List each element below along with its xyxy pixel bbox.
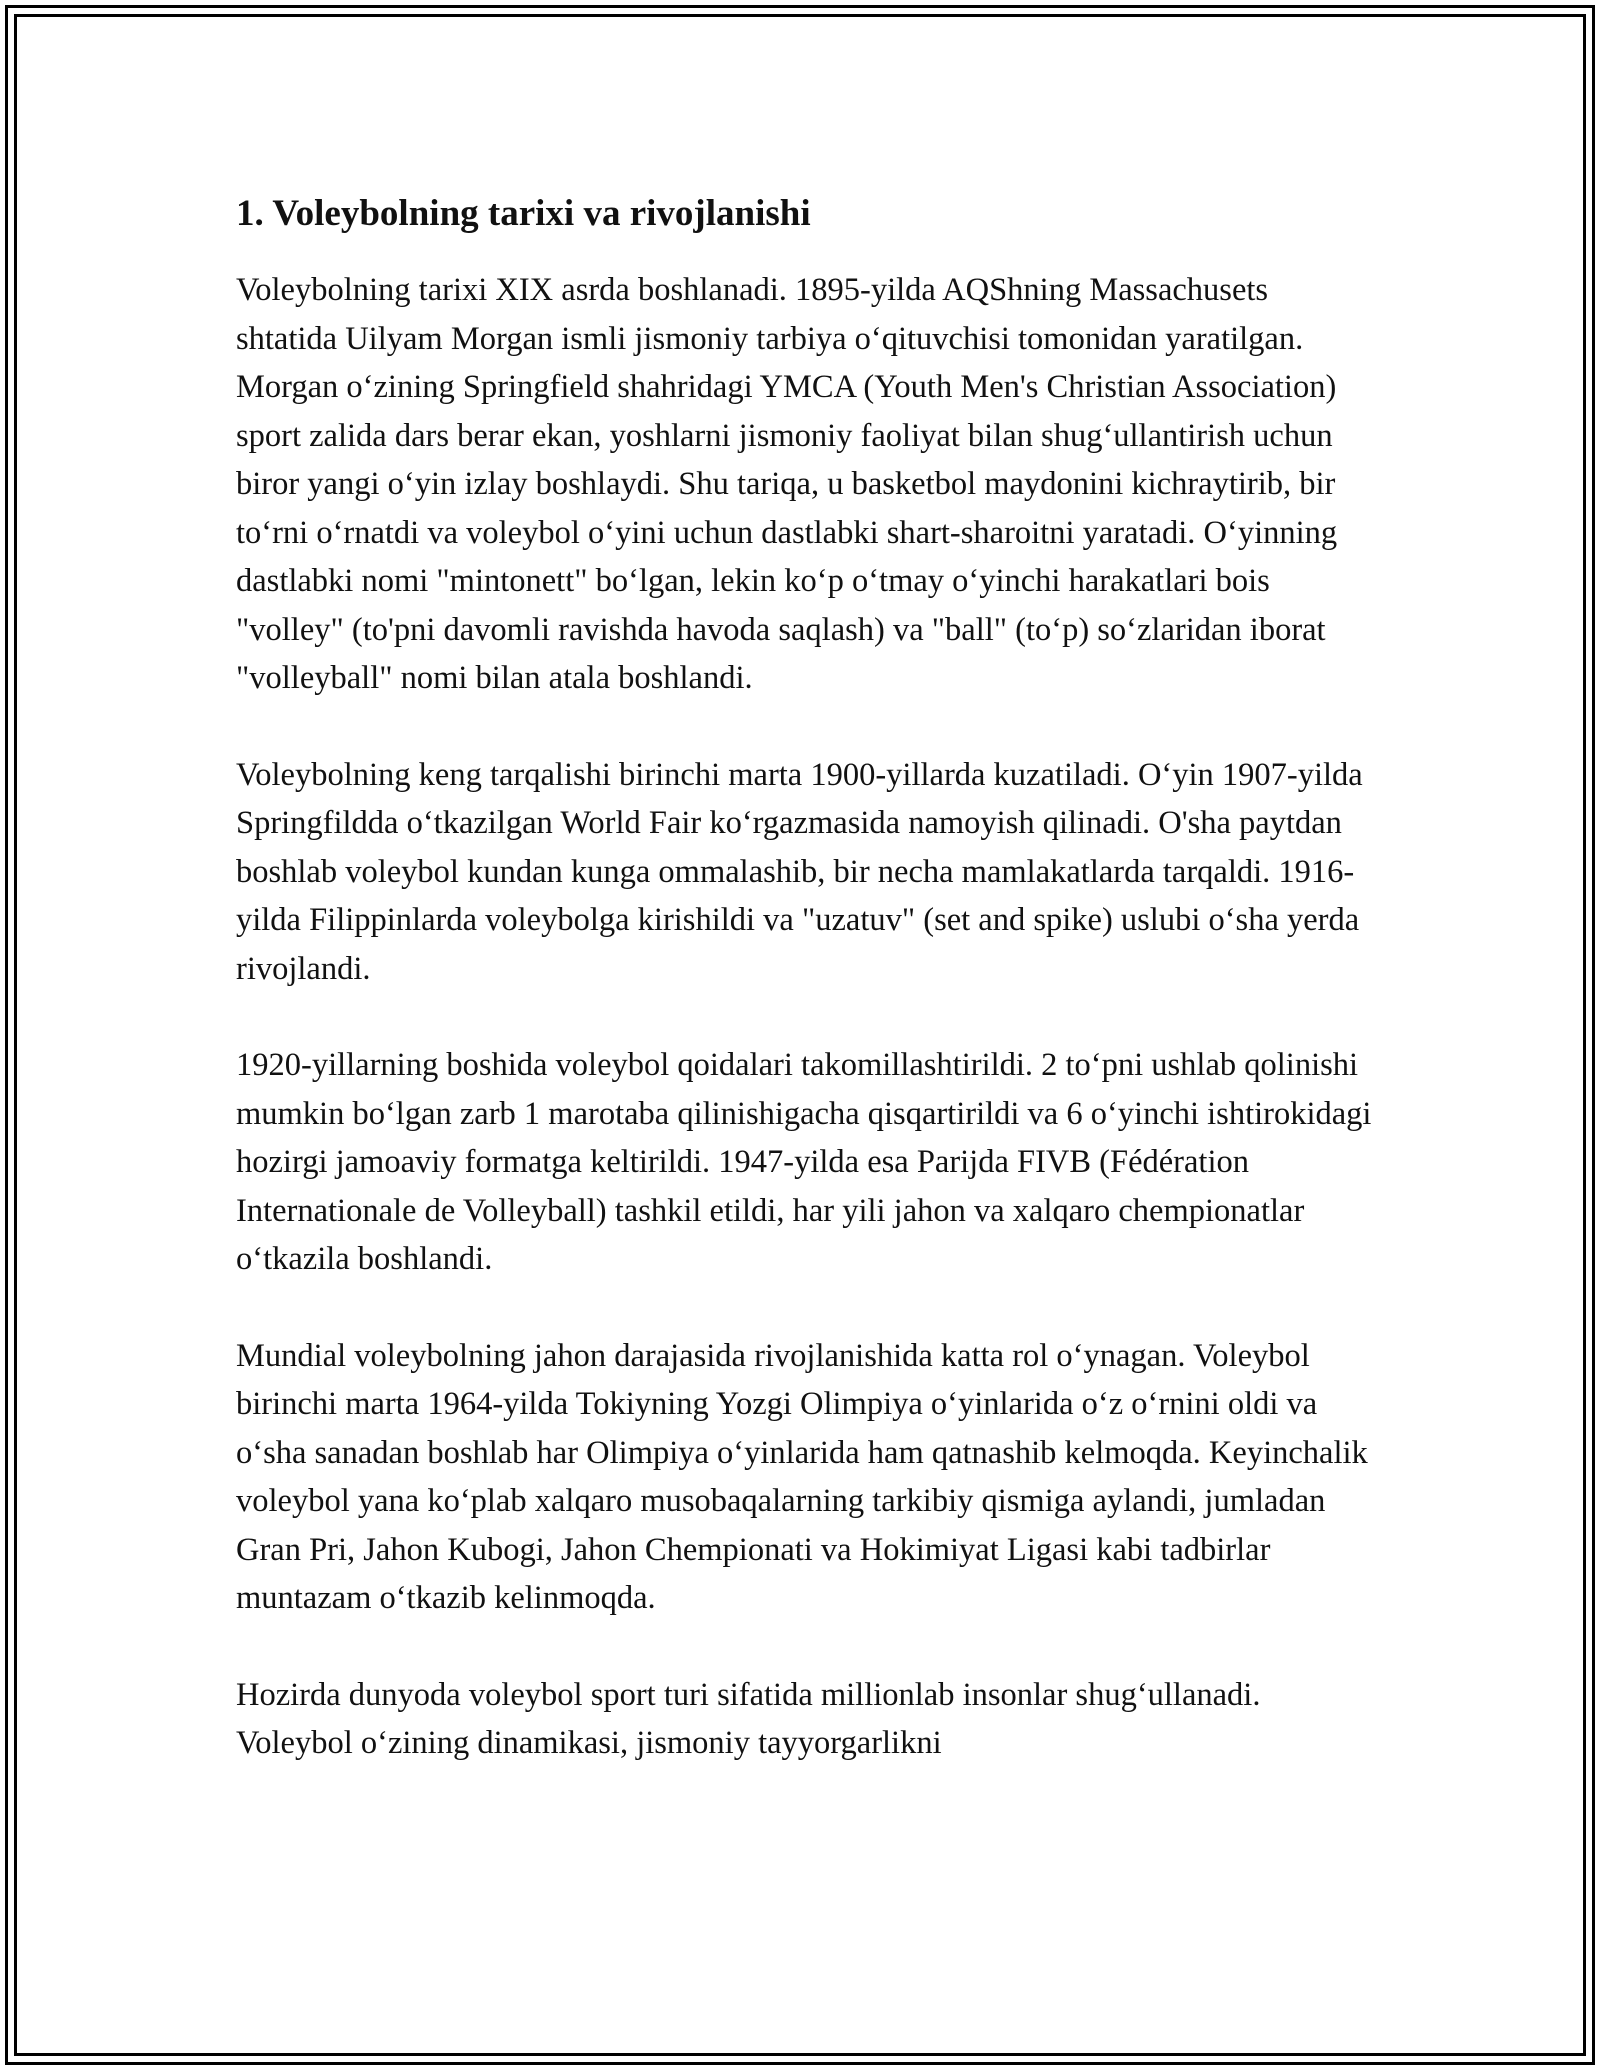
section-heading: 1. Voleybolning tarixi va rivojlanishi bbox=[236, 193, 811, 234]
paragraph-spread: Voleybolning keng tarqalishi birinchi marta 1900-yillarda kuzatiladi. O‘yin 1907-yilda Springfildda o‘tkazilgan World Fair ko‘rgazmasida namoyish qilinadi. O'sha paytdan boshlab voleybol kundan kunga ommalashib, bir necha mamlakatlarda tarqaldi. 1916-yilda Filippinlarda voleybolga kirishildi va "uzatuv" (set and spike) uslubi o‘sha yerda rivojlandi. bbox=[236, 756, 1363, 987]
document-body bbox=[236, 188, 1376, 1816]
paragraph-history-origin: Voleybolning tarixi XIX asrda boshlanadi. 1895-yilda AQShning Massachusets shtatida Uilyam Morgan ismli jismoniy tarbiya o‘qituvchisi tomonidan yaratilgan. Morgan o‘zining Springfield shahridagi YMCA (Youth Men's Christian Association) sport zalida dars berar ekan, yoshlarni jismoniy faoliyat bilan shug‘ullantirish uchun biror yangi o‘yin izlay boshlaydi. Shu tariqa, u basketbol maydonini kichraytirib, bir to‘rni o‘rnatdi va voleybol o‘yini uchun dastlabki shart-sharoitni yaratadi. O‘yinning dastlabki nomi "mintonett" bo‘lgan, lekin ko‘p o‘tmay o‘yinchi harakatlari bois "volley" (to'pni davomli ravishda havoda saqlash) va "ball" (to‘p) so‘zlaridan iborat "volleyball" nomi bilan atala boshlandi. bbox=[236, 272, 1338, 696]
paragraph-olympics: Mundial voleybolning jahon darajasida rivojlanishida katta rol o‘ynagan. Voleybol birinchi marta 1964-yilda Tokiyning Yozgi Olimpiya o‘yinlarida o‘z o‘rnini oldi va o‘sha sanadan boshlab har Olimpiya o‘yinlarida ham qatnashib kelmoqda. Keyinchalik voleybol yana ko‘plab xalqaro musobaqalarning tarkibiy qismiga aylandi, jumladan Gran Pri, Jahon Kubogi, Jahon Chempionati va Hokimiyat Ligasi kabi tadbirlar muntazam o‘tkazib kelinmoqda. bbox=[236, 1337, 1368, 1616]
paragraph-rules: 1920-yillarning boshida voleybol qoidalari takomillashtirildi. 2 to‘pni ushlab qolinishi mumkin bo‘lgan zarb 1 marotaba qilinishigacha qisqartirildi va 6 o‘yinchi ishtirokidagi hozirgi jamoaviy formatga keltirildi. 1947-yilda esa Parijda FIVB (Fédération Internationale de Volleyball) tashkil etildi, har yili jahon va xalqaro chempionatlar o‘tkazila boshlandi. bbox=[236, 1047, 1372, 1277]
paragraph-today: Hozirda dunyoda voleybol sport turi sifatida millionlab insonlar shug‘ullanadi. Voleybol o‘zining dinamikasi, jismoniy tayyorgarlikni bbox=[236, 1676, 1261, 1761]
